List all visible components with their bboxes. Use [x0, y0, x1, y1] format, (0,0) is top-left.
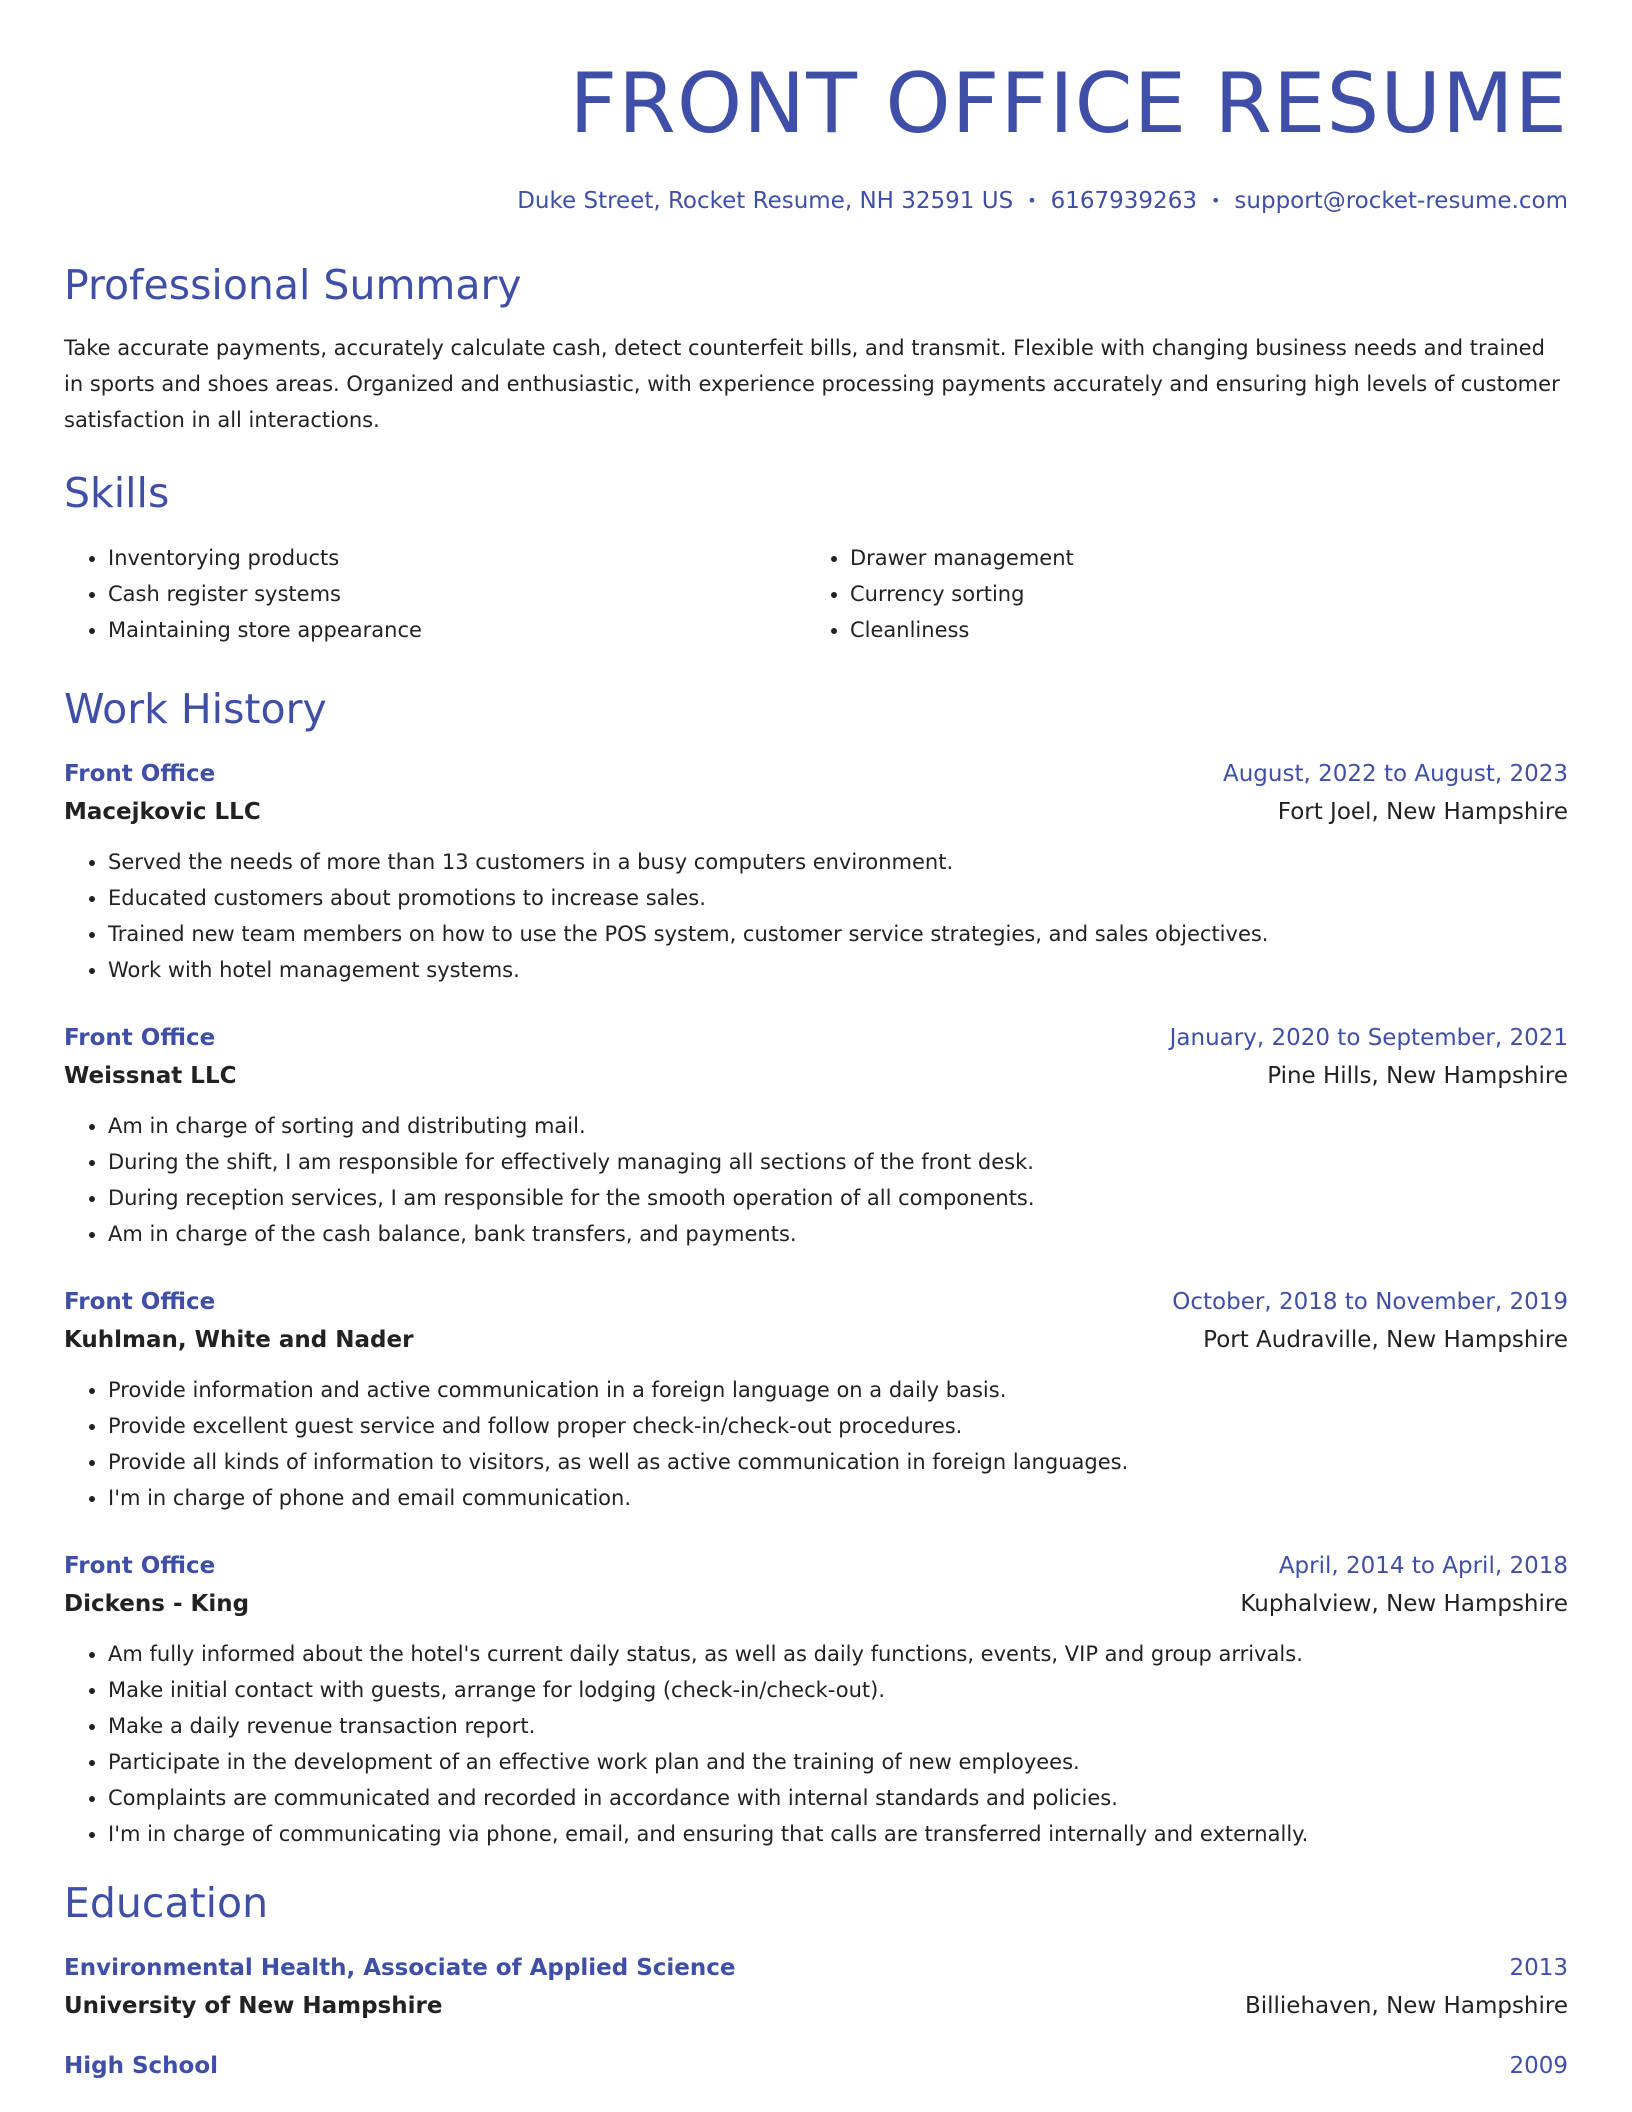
company-name: Kuhlman, White and Nader — [64, 1327, 414, 1353]
skill-item: • Maintaining store appearance — [108, 612, 806, 648]
job-entry — [64, 756, 1568, 988]
job-bullets — [64, 1108, 1568, 1252]
job-bullet: • Educated customers about promotions to increase sales. — [108, 880, 1568, 916]
job-entry — [64, 1548, 1568, 1852]
job-title: Front Office — [64, 761, 216, 787]
education-year: 2009 — [1509, 2053, 1568, 2079]
job-bullet: • Am in charge of the cash balance, bank transfers, and payments. — [108, 1216, 1568, 1252]
job-bullets — [64, 1636, 1568, 1852]
contact-phone: 6167939263 — [1050, 188, 1197, 214]
summary-text: Take accurate payments, accurately calculate cash, detect counterfeit bills, and transmit. Flexible with changing business needs and trained in sports and shoes areas. Organized and enthusiastic, with experience processing payments accurately and ensuring high levels of customer satisfaction in all interactions. — [64, 336, 1560, 432]
job-bullet: • Provide all kinds of information to visitors, as well as active communication in foreign languages. — [108, 1444, 1568, 1480]
company-name: Weissnat LLC — [64, 1063, 237, 1089]
job-entry — [64, 1020, 1568, 1252]
job-bullets — [64, 1372, 1568, 1516]
company-name: Dickens - King — [64, 1591, 250, 1617]
skill-item: • Cash register systems — [108, 576, 806, 612]
job-bullet: • I'm in charge of phone and email communication. — [108, 1480, 1568, 1516]
contact-address: Duke Street, Rocket Resume, NH 32591 US — [517, 188, 1014, 214]
job-bullet: • Provide information and active communication in a foreign language on a daily basis. — [108, 1372, 1568, 1408]
job-title: Front Office — [64, 1553, 216, 1579]
contact-separator: • — [1027, 191, 1037, 210]
skill-item: • Cleanliness — [850, 612, 1548, 648]
skills-column-right — [806, 540, 1548, 648]
job-bullet: • Served the needs of more than 13 customers in a busy computers environment. — [108, 844, 1568, 880]
job-bullet: • During reception services, I am responsible for the smooth operation of all components. — [108, 1180, 1568, 1216]
job-location: Fort Joel, New Hampshire — [1277, 799, 1568, 825]
company-name: Macejkovic LLC — [64, 799, 261, 825]
job-bullets — [64, 844, 1568, 988]
contact-line — [64, 186, 1568, 216]
job-bullet: • Complaints are communicated and recorded in accordance with internal standards and policies. — [108, 1780, 1568, 1816]
degree-name: High School — [64, 2053, 219, 2079]
education-year: 2013 — [1509, 1955, 1568, 1981]
job-bullet: • During the shift, I am responsible for effectively managing all sections of the front desk. — [108, 1144, 1568, 1180]
job-bullet: • Trained new team members on how to use the POS system, customer service strategies, and sales objectives. — [108, 916, 1568, 952]
job-dates: August, 2022 to August, 2023 — [1223, 761, 1568, 787]
job-bullet: • Make initial contact with guests, arrange for lodging (check-in/check-out). — [108, 1672, 1568, 1708]
resume-title: FRONT OFFICE RESUME — [569, 55, 1568, 152]
skill-item: • Inventorying products — [108, 540, 806, 576]
job-title: Front Office — [64, 1289, 216, 1315]
skills-heading: Skills — [64, 469, 170, 517]
job-location: Pine Hills, New Hampshire — [1267, 1063, 1568, 1089]
job-bullet: • Am in charge of sorting and distributing mail. — [108, 1108, 1568, 1144]
job-bullet: • I'm in charge of communicating via phone, email, and ensuring that calls are transferred internally and externally. — [108, 1816, 1568, 1852]
job-bullet: • Work with hotel management systems. — [108, 952, 1568, 988]
skill-item: • Drawer management — [850, 540, 1548, 576]
job-bullet: • Make a daily revenue transaction report. — [108, 1708, 1568, 1744]
education-entry — [64, 2048, 1568, 2084]
summary-heading: Professional Summary — [64, 261, 522, 309]
contact-separator: • — [1210, 191, 1221, 210]
job-location: Port Audraville, New Hampshire — [1203, 1327, 1568, 1353]
job-title: Front Office — [64, 1025, 216, 1051]
job-entry — [64, 1284, 1568, 1516]
job-dates: October, 2018 to November, 2019 — [1172, 1289, 1568, 1315]
degree-name: Environmental Health, Associate of Applied Science — [64, 1955, 736, 1981]
job-dates: April, 2014 to April, 2018 — [1278, 1553, 1568, 1579]
resume-page — [64, 0, 1568, 2084]
school-name: University of New Hampshire — [64, 1993, 443, 2019]
job-location: Kuphalview, New Hampshire — [1240, 1591, 1568, 1617]
skills-column-left — [64, 540, 806, 648]
work-history-heading: Work History — [64, 685, 327, 733]
job-bullet: • Am fully informed about the hotel's current daily status, as well as daily functions, events, VIP and group arrivals. — [108, 1636, 1568, 1672]
skills-list — [64, 540, 1568, 648]
job-bullet: • Provide excellent guest service and follow proper check-in/check-out procedures. — [108, 1408, 1568, 1444]
job-bullet: • Participate in the development of an effective work plan and the training of new employees. — [108, 1744, 1568, 1780]
education-heading: Education — [64, 1879, 269, 1927]
skill-item: • Currency sorting — [850, 576, 1548, 612]
school-location: Billiehaven, New Hampshire — [1244, 1993, 1568, 2019]
job-dates: January, 2020 to September, 2021 — [1169, 1025, 1568, 1051]
education-entry — [64, 1950, 1568, 2026]
contact-email[interactable]: support@rocket-resume.com — [1234, 188, 1568, 214]
